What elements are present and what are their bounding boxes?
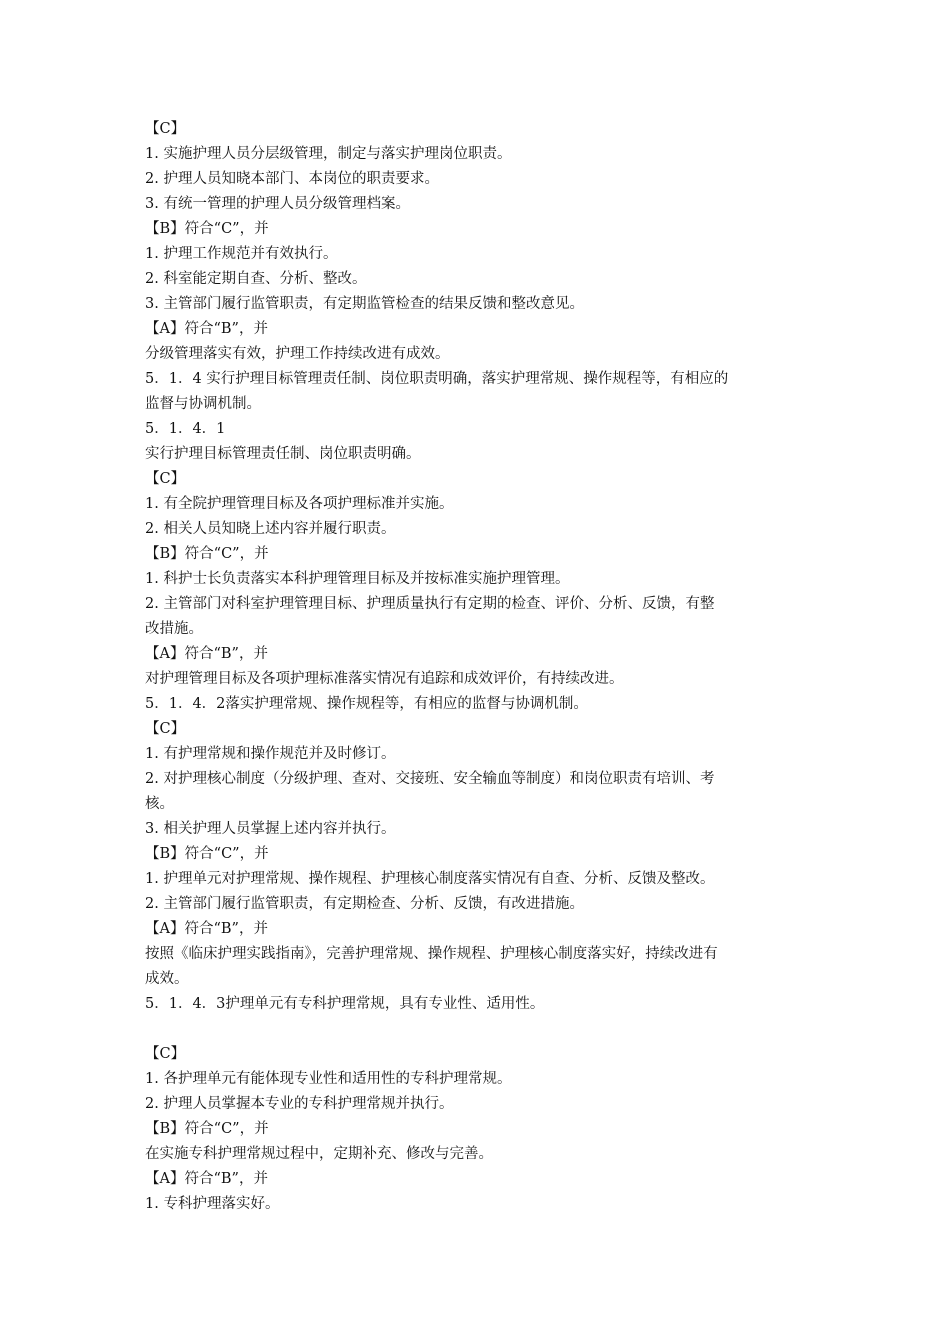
text-line: 5．1．4．2落实护理常规、操作规程等，有相应的监督与协调机制。 (145, 696, 588, 712)
text-line: 【C】 (145, 1046, 186, 1062)
text-line: 【A】符合“B”，并 (145, 921, 268, 937)
text-line: 【C】 (145, 471, 186, 487)
text-line: 1. 护理单元对护理常规、操作规程、护理核心制度落实情况有自查、分析、反馈及整改。 (145, 871, 715, 887)
text-line: 【A】符合“B”，并 (145, 1171, 268, 1187)
text-line: 2. 主管部门对科室护理管理目标、护理质量执行有定期的检查、评价、分析、反馈，有整 (145, 596, 715, 612)
text-line: 成效。 (145, 971, 189, 987)
text-line: 2. 科室能定期自查、分析、整改。 (145, 271, 367, 287)
text-line: 3. 相关护理人员掌握上述内容并执行。 (145, 821, 396, 837)
text-line: 【A】符合“B”，并 (145, 321, 268, 337)
text-line: 2. 护理人员掌握本专业的专科护理常规并执行。 (145, 1096, 454, 1112)
text-line: 1. 实施护理人员分层级管理，制定与落实护理岗位职责。 (145, 146, 512, 162)
text-line: 改措施。 (145, 621, 203, 637)
text-line: 【A】符合“B”，并 (145, 646, 268, 662)
text-line: 【B】符合“C”，并 (145, 846, 269, 862)
text-line: 实行护理目标管理责任制、岗位职责明确。 (145, 446, 421, 462)
text-line: 对护理管理目标及各项护理标准落实情况有追踪和成效评价，有持续改进。 (145, 671, 624, 687)
text-line: 3. 主管部门履行监管职责，有定期监管检查的结果反馈和整改意见。 (145, 296, 584, 312)
text-line: 分级管理落实有效，护理工作持续改进有成效。 (145, 346, 450, 362)
text-line: 1. 护理工作规范并有效执行。 (145, 246, 338, 262)
text-line: 1. 有护理常规和操作规范并及时修订。 (145, 746, 396, 762)
text-line: 1. 科护士长负责落实本科护理管理目标及并按标准实施护理管理。 (145, 571, 570, 587)
text-line: 【C】 (145, 121, 186, 137)
text-line: 【B】符合“C”，并 (145, 1121, 269, 1137)
blank-line (145, 1017, 815, 1042)
text-line: 【B】符合“C”，并 (145, 546, 269, 562)
text-line: 监督与协调机制。 (145, 396, 261, 412)
text-line: 2. 对护理核心制度（分级护理、查对、交接班、安全输血等制度）和岗位职责有培训、考 (145, 771, 715, 787)
text-line: 在实施专科护理常规过程中，定期补充、修改与完善。 (145, 1146, 493, 1162)
text-line: 2. 主管部门履行监管职责，有定期检查、分析、反馈，有改进措施。 (145, 896, 584, 912)
text-line: 3. 有统一管理的护理人员分级管理档案。 (145, 196, 410, 212)
text-line: 5．1．4 实行护理目标管理责任制、岗位职责明确，落实护理常规、操作规程等，有相应的 (145, 371, 729, 387)
text-line: 【B】符合“C”，并 (145, 221, 269, 237)
text-line: 1. 有全院护理管理目标及各项护理标准并实施。 (145, 496, 454, 512)
document-body (145, 117, 815, 1217)
text-line: 1. 专科护理落实好。 (145, 1196, 280, 1212)
text-line: 2. 护理人员知晓本部门、本岗位的职责要求。 (145, 171, 439, 187)
text-line: 5．1．4．1 (145, 421, 226, 437)
text-line: 【C】 (145, 721, 186, 737)
text-line: 2. 相关人员知晓上述内容并履行职责。 (145, 521, 396, 537)
text-line: 按照《临床护理实践指南》，完善护理常规、操作规程、护理核心制度落实好，持续改进有 (145, 946, 718, 962)
text-line: 1. 各护理单元有能体现专业性和适用性的专科护理常规。 (145, 1071, 512, 1087)
text-line: 核。 (145, 796, 174, 812)
text-line: 5．1．4．3护理单元有专科护理常规，具有专业性、适用性。 (145, 996, 545, 1012)
